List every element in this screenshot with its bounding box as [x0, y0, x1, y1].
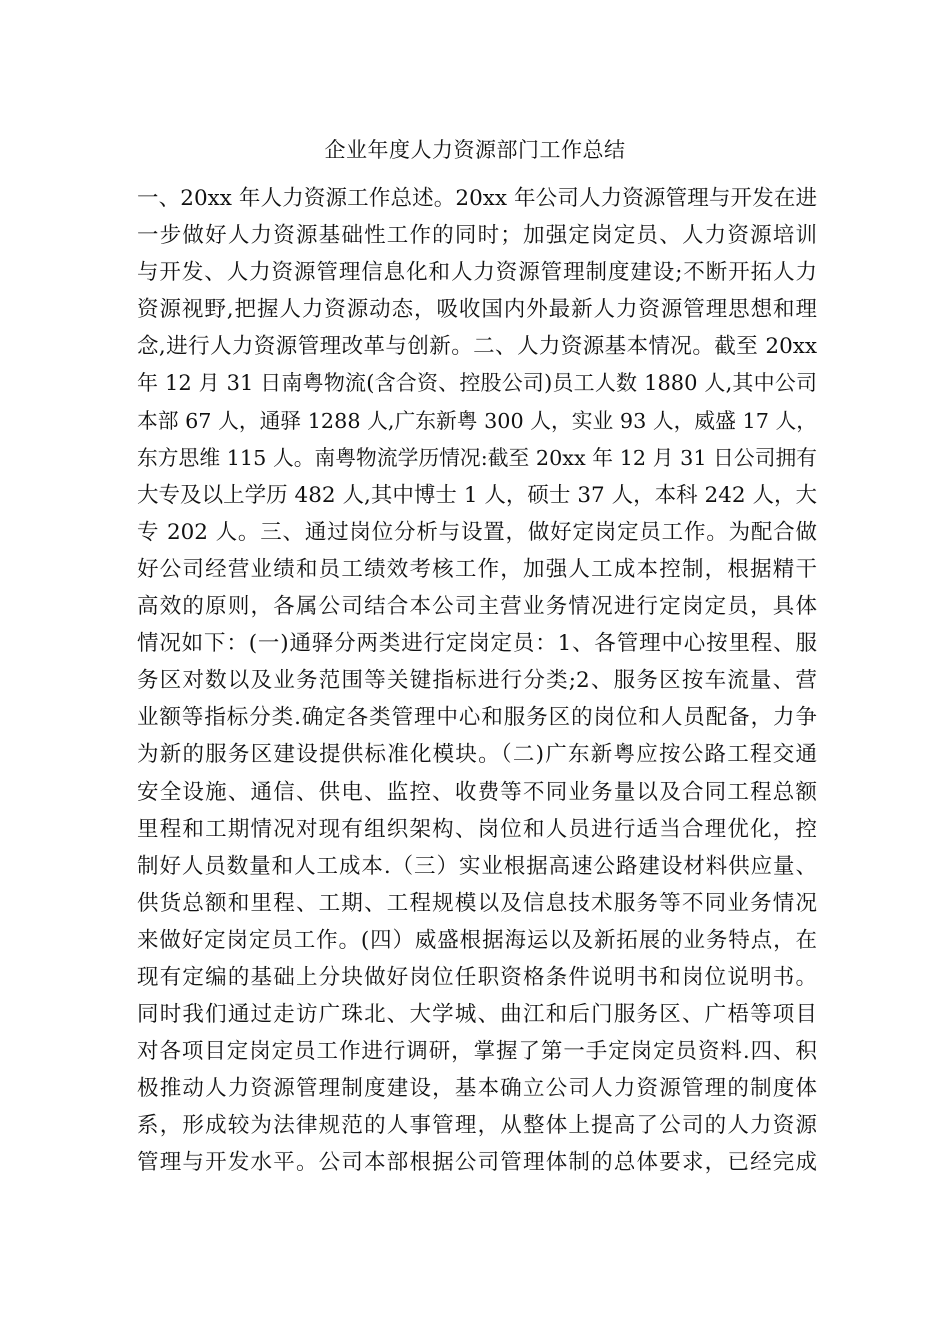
body-line: 念,进行人力资源管理改革与创新。二、人力资源基本情况。截至 20xx	[137, 334, 817, 360]
body-line: 里程和工期情况对现有组织架构、岗位和人员进行适当合理优化，控	[137, 816, 817, 842]
body-line: 与开发、人力资源管理信息化和人力资源管理制度建设;不断开拓人力	[137, 260, 817, 286]
body-line: 大专及以上学历 482 人,其中博士 1 人，硕士 37 人，本科 242 人，大	[137, 482, 817, 508]
body-line: 专 202 人。三、通过岗位分析与设置，做好定岗定员工作。为配合做	[137, 519, 817, 545]
document-body	[137, 180, 817, 1182]
body-line: 系，形成较为法律规范的人事管理，从整体上提高了公司的人力资源	[137, 1113, 817, 1139]
body-line: 安全设施、通信、供电、监控、收费等不同业务量以及合同工程总额	[137, 779, 817, 805]
body-line: 高效的原则，各属公司结合本公司主营业务情况进行定岗定员，具体	[137, 594, 817, 620]
document-title: 企业年度人力资源部门工作总结	[324, 138, 626, 162]
body-line: 务区对数以及业务范围等关键指标进行分类;2、服务区按车流量、营	[137, 668, 817, 694]
body-line: 资源视野,把握人力资源动态，吸收国内外最新人力资源管理思想和理	[137, 297, 817, 323]
body-line: 来做好定岗定员工作。(四）威盛根据海运以及新拓展的业务特点，在	[137, 927, 817, 953]
body-line: 为新的服务区建设提供标准化模块。（二)广东新粤应按公路工程交通	[137, 742, 817, 768]
body-line: 对各项目定岗定员工作进行调研，掌握了第一手定岗定员资料.四、积	[137, 1039, 817, 1065]
body-line: 制好人员数量和人工成本.（三）实业根据高速公路建设材料供应量、	[137, 853, 817, 879]
body-line: 年 12 月 31 日南粤物流(含合资、控股公司)员工人数 1880 人,其中公司	[137, 371, 817, 396]
body-line: 极推动人力资源管理制度建设，基本确立公司人力资源管理的制度体	[137, 1076, 817, 1102]
body-line: 供货总额和里程、工期、工程规模以及信息技术服务等不同业务情况	[137, 890, 817, 916]
body-line: 好公司经营业绩和员工绩效考核工作，加强人工成本控制，根据精干	[137, 556, 817, 582]
body-line: 一、20xx 年人力资源工作总述。20xx 年公司人力资源管理与开发在进	[137, 186, 817, 211]
body-line: 一步做好人力资源基础性工作的同时；加强定岗定员、人力资源培训	[137, 223, 817, 249]
body-line: 本部 67 人，通驿 1288 人,广东新粤 300 人，实业 93 人，威盛 17 人，	[137, 408, 817, 433]
body-line: 管理与开发水平。公司本部根据公司管理体制的总体要求，已经完成	[137, 1150, 817, 1176]
body-line: 东方思维 115 人。南粤物流学历情况:截至 20xx 年 12 月 31 日公司拥有	[137, 445, 817, 470]
body-line: 同时我们通过走访广珠北、大学城、曲江和后门服务区、广梧等项目	[137, 1002, 817, 1028]
body-line: 现有定编的基础上分块做好岗位任职资格条件说明书和岗位说明书。	[137, 964, 817, 990]
body-line: 业额等指标分类.确定各类管理中心和服务区的岗位和人员配备，力争	[137, 705, 817, 731]
body-line: 情况如下：(一)通驿分两类进行定岗定员：1、各管理中心按里程、服	[137, 631, 817, 657]
